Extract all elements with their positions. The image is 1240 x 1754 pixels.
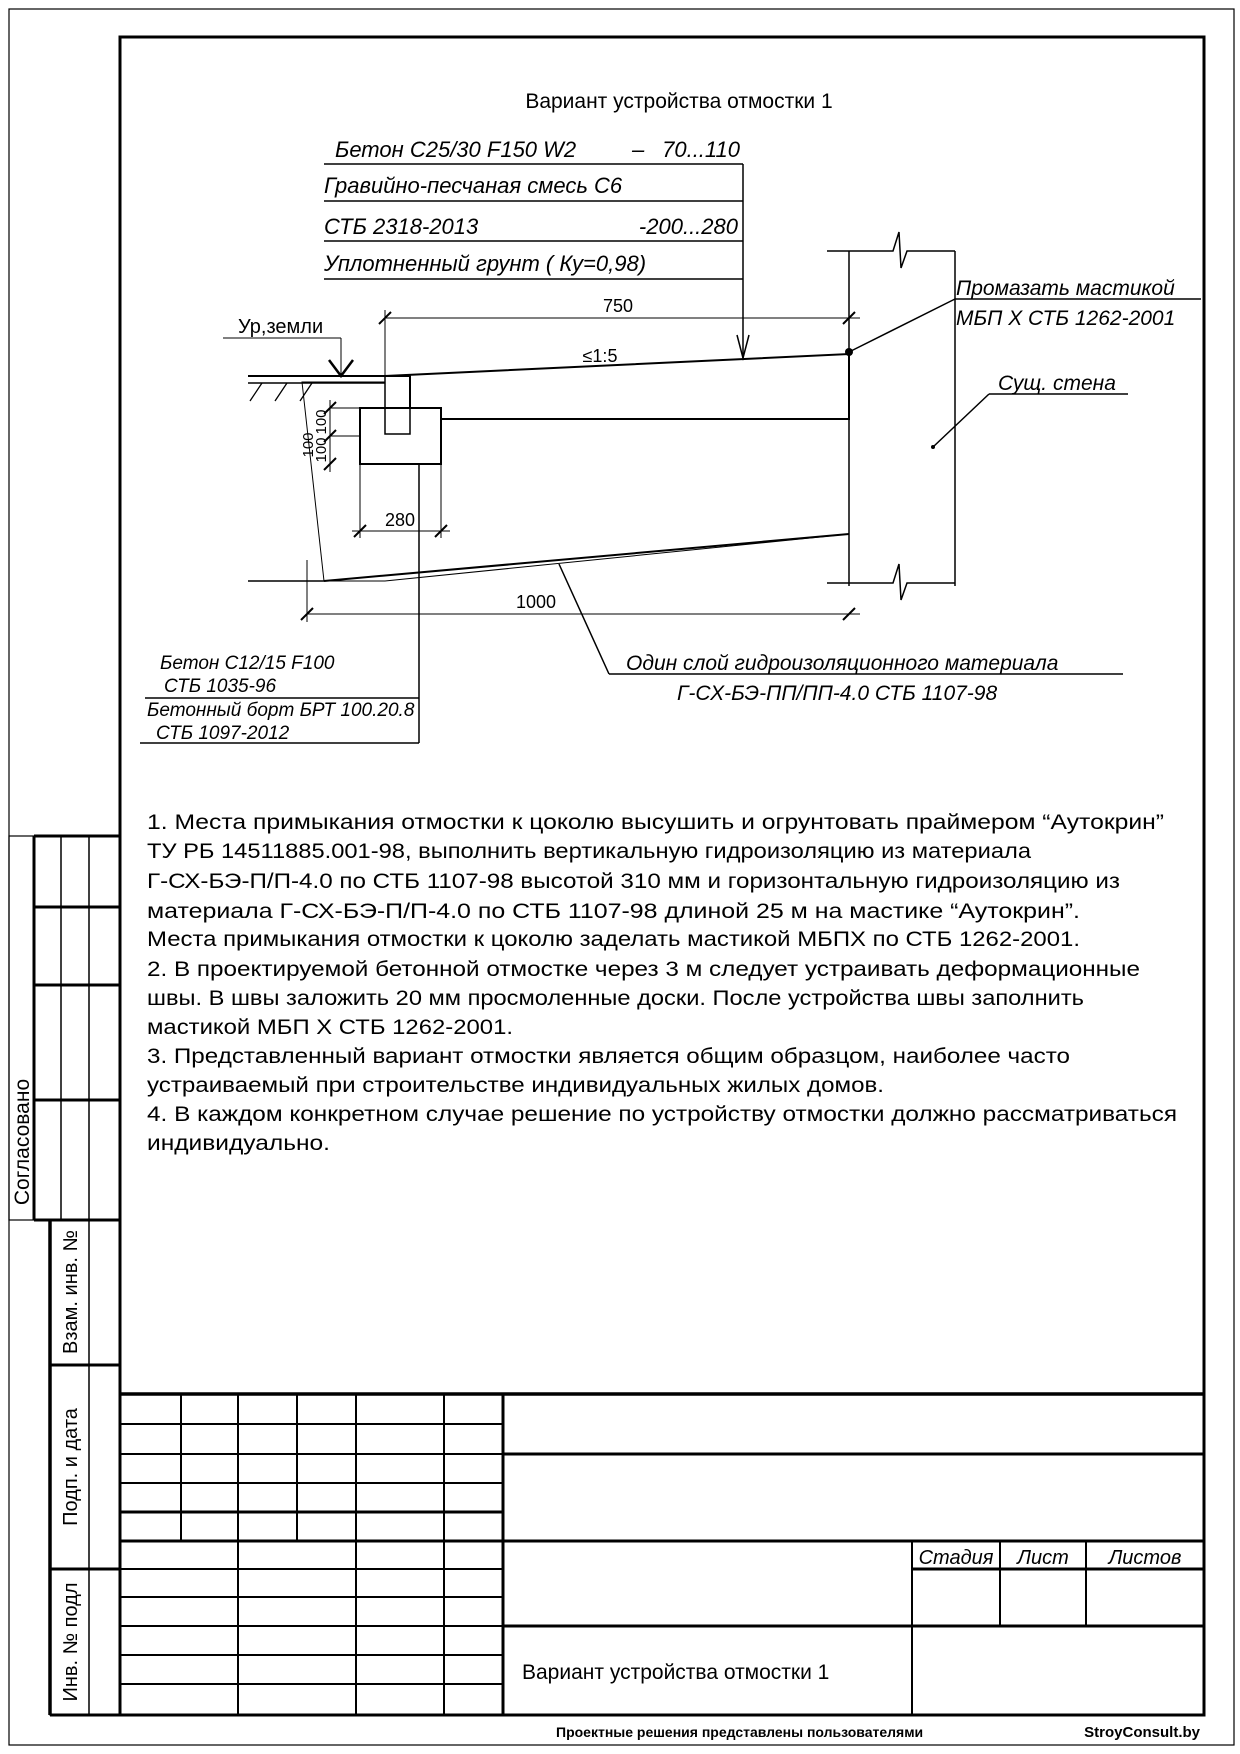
footer-credit: Проектные решения представлены пользователями: [556, 1724, 924, 1740]
sheets-header: Листов: [1108, 1547, 1182, 1569]
dim-1000: 1000: [515, 592, 557, 612]
section-view: [223, 232, 955, 622]
curb-callout: [140, 464, 419, 744]
waterproofing-callout: [559, 564, 1123, 705]
break-line-bottom: [827, 564, 955, 600]
footer-site[interactable]: StroyConsult.by: [1084, 1724, 1200, 1741]
curb-label-2: СТБ 1097-2012: [156, 723, 290, 744]
drawing-title: Вариант устройства отмостки 1: [525, 90, 833, 113]
break-line-top: [827, 232, 955, 268]
waterproofing-label-2: Г-СХ-БЭ-ПП/ПП-4.0 СТБ 1107-98: [677, 682, 998, 705]
mastic-label-2: МБП Х СТБ 1262-2001: [956, 307, 1176, 330]
dim-100-c: 100: [300, 432, 317, 458]
concrete-curb: [360, 408, 441, 464]
curb-concrete-label-1: Бетон С12/15 F100: [160, 653, 335, 674]
note-line: 3. Представленный вариант отмостки является общим образцом, наиболее часто: [147, 1045, 1070, 1068]
agreed-label: Согласовано: [11, 1078, 34, 1206]
ground-level-label: Ур,земли: [238, 316, 324, 338]
side-stamp: [9, 836, 120, 1715]
layer-1-dash: –: [632, 137, 645, 162]
gravel-sand-layer: [302, 382, 849, 581]
note-line: 1. Места примыкания отмостки к цоколю высушить и огрунтовать праймером “Аутокрин”: [147, 811, 1164, 834]
sign-date-label: Подп. и дата: [60, 1408, 82, 1526]
curb-label-1: Бетонный борт БРТ 100.20.8: [147, 700, 415, 721]
layer-2-name: Гравийно-песчаная смесь С6: [324, 173, 623, 198]
dim-750: 750: [602, 296, 634, 316]
layer-1-name: Бетон С25/30 F150 W2: [335, 137, 577, 162]
wall-label: Сущ. стена: [998, 372, 1116, 395]
slope-label: ≤1:5: [582, 346, 618, 366]
note-line: мастикой МБП Х СТБ 1262-2001.: [147, 1016, 513, 1039]
waterproofing-line: [324, 534, 849, 581]
mastic-label-1: Промазать мастикой: [956, 277, 1175, 300]
note-line: Г-СХ-БЭ-П/П-4.0 по СТБ 1107-98 высотой 310 мм и горизонтальную гидроизоляцию из: [147, 870, 1120, 893]
wall-callout: [931, 372, 1128, 449]
curb-concrete-label-2: СТБ 1035-96: [164, 676, 277, 697]
sheet-header: Лист: [1017, 1547, 1069, 1569]
layer-3-thickness: -200...280: [638, 214, 738, 239]
note-line: швы. В швы заложить 20 мм просмоленные доски. После устройства швы заполнить: [147, 987, 1085, 1010]
note-line: Места примыкания отмостки к цоколю заделать мастикой МБПХ по СТБ 1262-2001.: [147, 928, 1080, 951]
note-line: устраиваемый при строительстве индивидуальных жилых домов.: [147, 1074, 884, 1097]
note-line: индивидуально.: [147, 1132, 330, 1155]
layer-callout: [323, 137, 749, 358]
dim-280: 280: [384, 510, 416, 530]
replaces-inv-label: Взам. инв. №: [60, 1230, 82, 1354]
waterproofing-label-1: Один слой гидроизоляционного материала: [626, 652, 1059, 675]
stage-header: Стадия: [918, 1547, 994, 1569]
layer-1-thickness: 70...110: [662, 137, 740, 162]
inv-orig-label: Инв. № подл: [60, 1582, 82, 1702]
layer-4-name: Уплотненный грунт ( Ку=0,98): [324, 251, 647, 276]
note-line: 2. В проектируемой бетонной отмостке через 3 м следует устраивать деформационные: [147, 958, 1140, 981]
notes: [147, 811, 1177, 1155]
dim-100-a: 100: [313, 409, 330, 435]
curb-slot: [385, 376, 410, 434]
mastic-callout: [845, 277, 1201, 356]
note-line: ТУ РБ 14511885.001-98, выполнить вертикальную гидроизоляцию из материала: [147, 840, 1032, 863]
title-block: [120, 1394, 1204, 1715]
dim-100-b: 100: [313, 437, 330, 463]
note-line: материала Г-СХ-БЭ-П/П-4.0 по СТБ 1107-98 длиной 25 м на мастике “Аутокрин”.: [147, 900, 1080, 923]
note-line: 4. В каждом конкретном случае решение по устройству отмостки должно рассматриваться: [147, 1103, 1177, 1126]
layer-3-name: СТБ 2318-2013: [324, 214, 479, 239]
drawing-name: Вариант устройства отмостки 1: [522, 1661, 830, 1684]
